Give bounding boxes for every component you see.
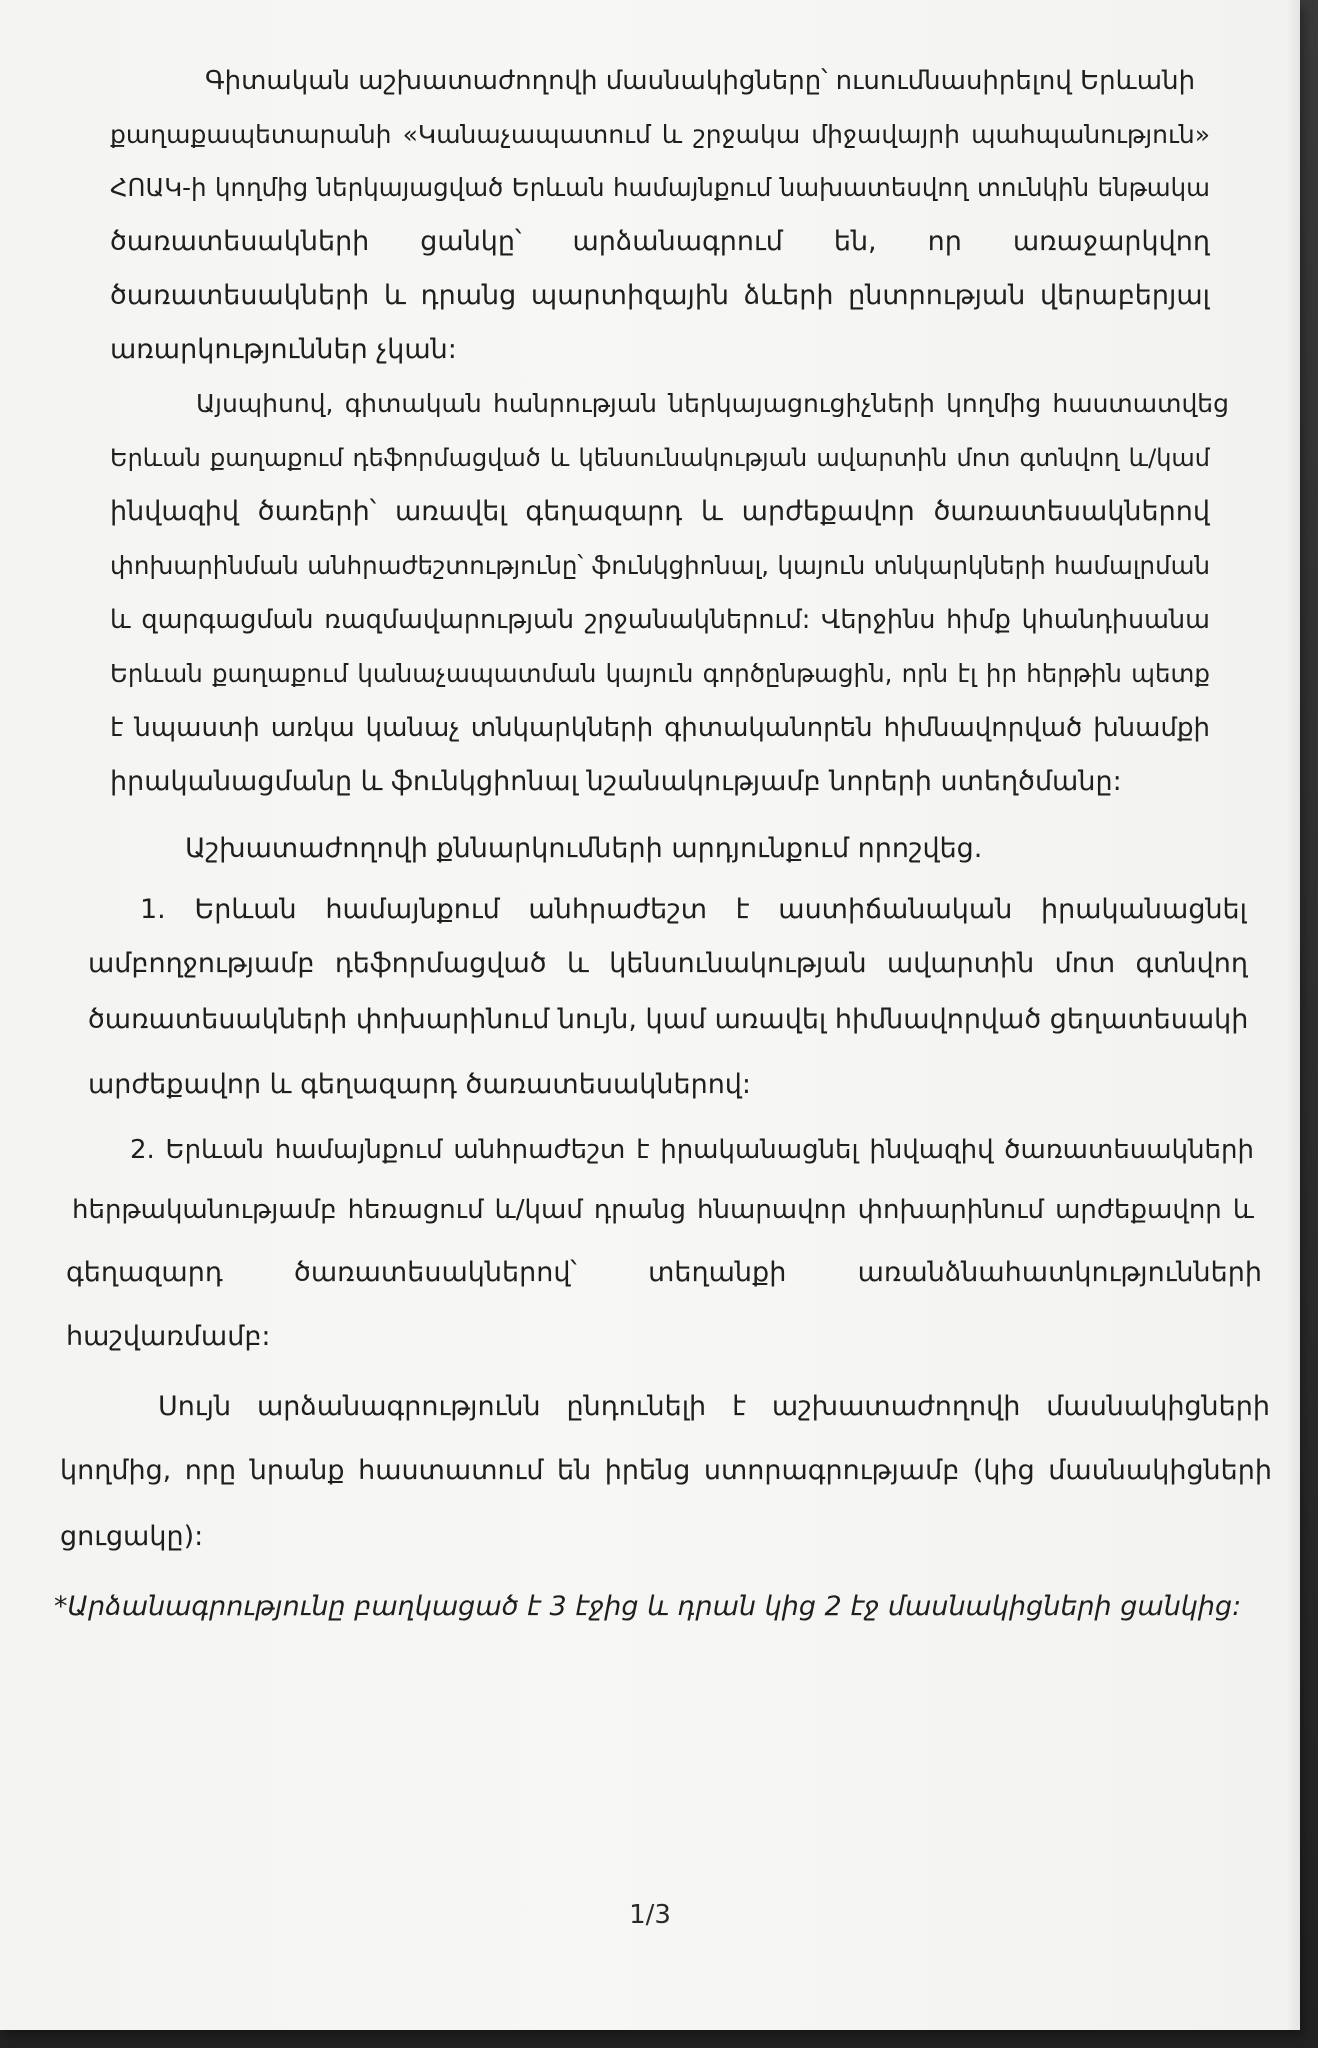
- paragraph-2-line-2: Երևան քաղաքում դեֆորմացված և կենսունակության ավարտին մոտ գտնվող և/կամ: [110, 444, 1210, 472]
- paragraph-2-line-7: է նպաստի առկա կանաչ տնկարկների գիտականորեն հիմնավորված խնամքի: [110, 713, 1210, 743]
- decision-2-line-3: գեղազարդ ծառատեսակներով՝ տեղանքի առանձնահատկությունների: [66, 1257, 1262, 1288]
- paragraph-1-line-6: առարկություններ չկան:: [110, 334, 457, 365]
- paragraph-2-line-3: ինվազիվ ծառերի՝ առավել գեղազարդ և արժեքավոր ծառատեսակներով: [110, 496, 1210, 527]
- paragraph-2-line-1: Այսպիսով, գիտական հանրության ներկայացուցիչների կողմից հաստատվեց: [196, 389, 1229, 418]
- decision-2-line-2: հերթականությամբ հեռացում և/կամ դրանց հնարավոր փոխարինում արժեքավոր և: [72, 1195, 1254, 1225]
- decision-2-line-1: 2. Երևան համայնքում անհրաժեշտ է իրականացնել ինվազիվ ծառատեսակների: [130, 1135, 1254, 1165]
- paragraph-1-line-5: ծառատեսակների և դրանց պարտիզային ձևերի ընտրության վերաբերյալ: [110, 280, 1210, 311]
- paragraph-1-line-2: քաղաքապետարանի «Կանաչապատում և շրջակա միջավայրի պահպանություն»: [110, 120, 1210, 149]
- closing-line-3: ցուցակը):: [60, 1521, 204, 1552]
- attachment-note: *Արձանագրությունը բաղկացած է 3 էջից և դրան կից 2 էջ մասնակիցների ցանկից:: [54, 1591, 1242, 1622]
- decision-intro: Աշխատաժողովի քննարկումների արդյունքում որոշվեց.: [185, 833, 983, 864]
- closing-line-2: կողմից, որը նրանք հաստատում են իրենց ստորագրությամբ (կից մասնակիցների: [60, 1455, 1272, 1486]
- closing-line-1: Սույն արձանագրությունն ընդունելի է աշխատաժողովի մասնակիցների: [158, 1391, 1270, 1422]
- paragraph-2-line-8: իրականացմանը և ֆունկցիոնալ նշանակությամբ նորերի ստեղծմանը:: [110, 766, 1122, 797]
- decision-1-line-4: արժեքավոր և գեղազարդ ծառատեսակներով:: [88, 1069, 752, 1100]
- paragraph-1-line-3: ՀՈԱԿ-ի կողմից ներկայացված Երևան համայնքում նախատեսվող տունկին ենթակա: [110, 173, 1210, 202]
- decision-1-line-3: ծառատեսակների փոխարինում նույն, կամ առավել հիմնավորված ցեղատեսակի: [88, 1004, 1248, 1035]
- decision-1-line-2: ամբողջությամբ դեֆորմացված և կենսունակության ավարտին մոտ գտնվող: [88, 948, 1248, 979]
- paragraph-2-line-6: Երևան քաղաքում կանաչապատման կայուն գործընթացին, որն էլ իր հերթին պետք: [110, 659, 1210, 688]
- page-edge-shadow: [1286, 0, 1300, 2030]
- decision-2-line-4: հաշվառմամբ:: [66, 1321, 271, 1352]
- decision-1-line-1: 1. Երևան համայնքում անհրաժեշտ է աստիճանական իրականացնել: [140, 894, 1247, 925]
- paragraph-1-line-1: Գիտական աշխատաժողովի մասնակիցները՝ ուսումնասիրելով Երևանի: [205, 66, 1195, 96]
- paragraph-2-line-5: և զարգացման ռազմավարության շրջանակներում: Վերջինս հիմք կհանդիսանա: [110, 605, 1210, 635]
- paragraph-1-line-4: ծառատեսակների ցանկը՝ արձանագրում են, որ առաջարկվող: [110, 226, 1210, 257]
- paragraph-2-line-4: փոխարինման անհրաժեշտությունը՝ ֆունկցիոնալ, կայուն տնկարկների համալրման: [110, 551, 1210, 580]
- page-number: 1/3: [629, 1900, 671, 1930]
